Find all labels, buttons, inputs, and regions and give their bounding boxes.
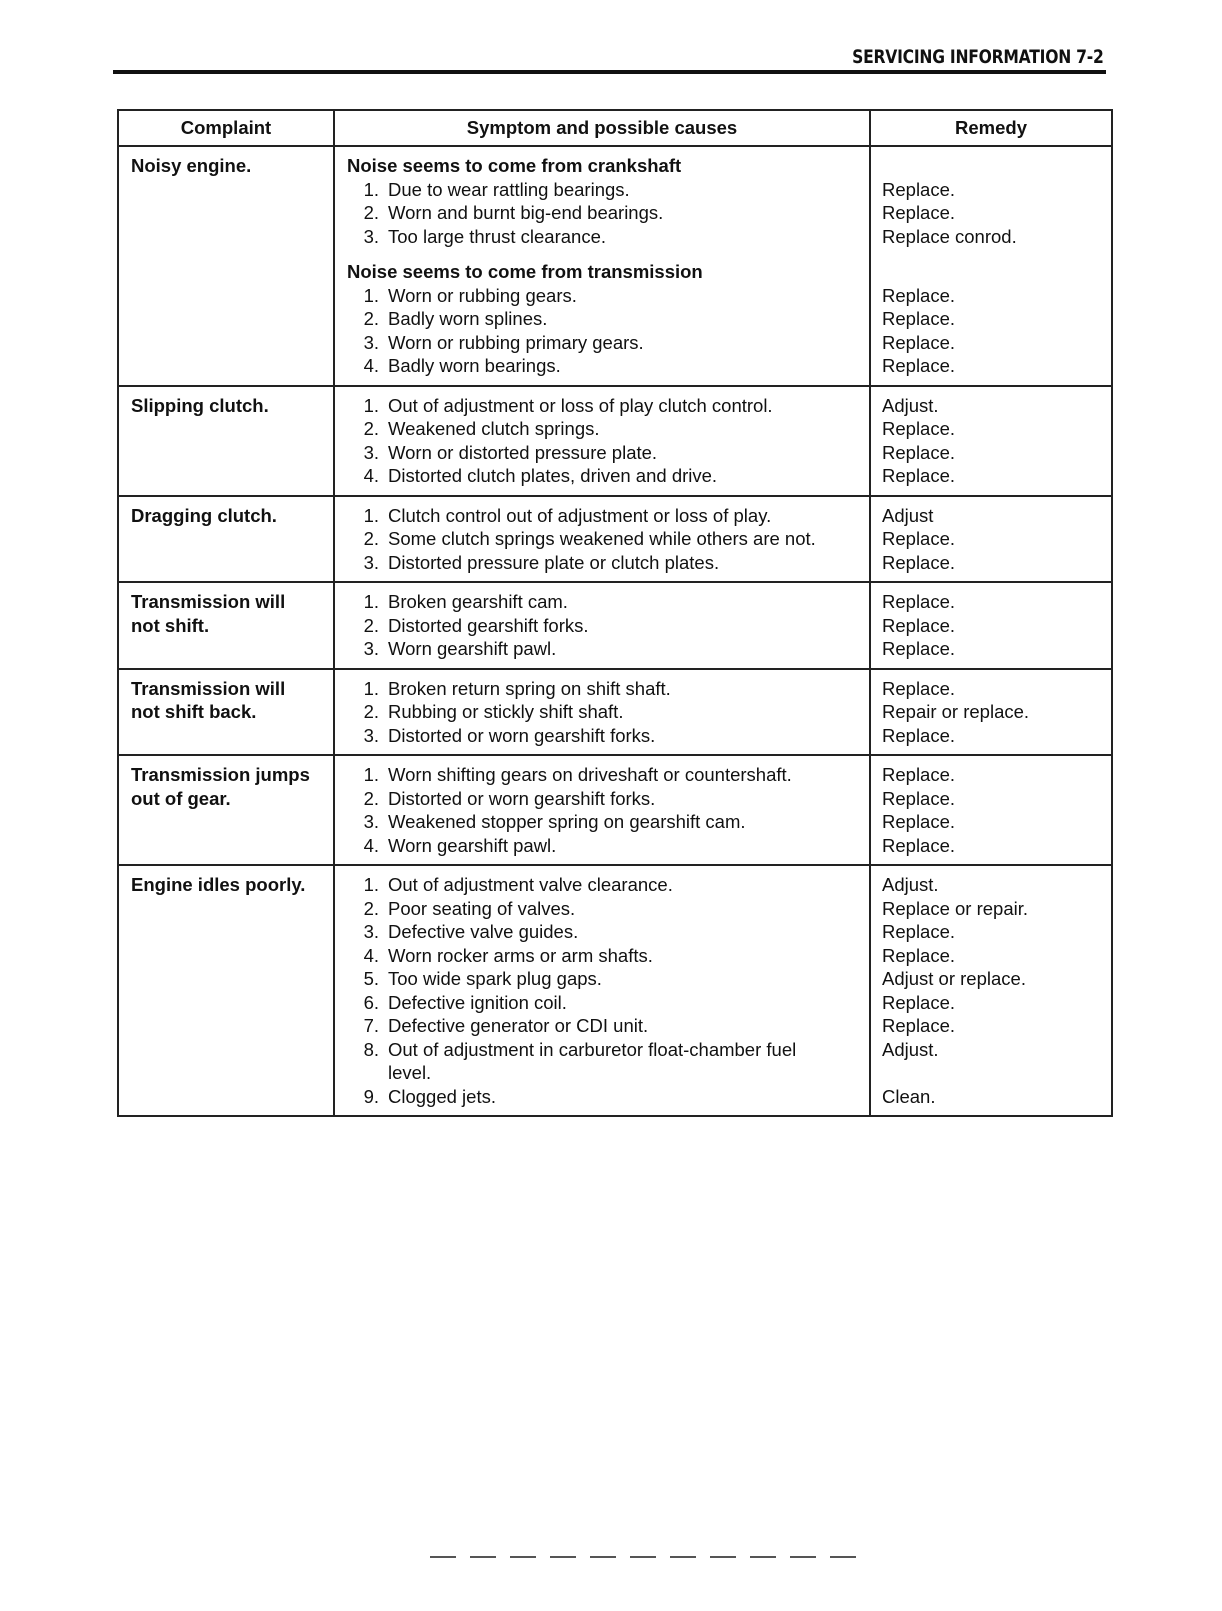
item-text: Too wide spark plug gaps. bbox=[388, 968, 602, 989]
item-number: 3. bbox=[363, 331, 379, 353]
item-number: 5. bbox=[363, 968, 379, 989]
table-row bbox=[118, 755, 1112, 865]
remedy-text: Replace. bbox=[882, 355, 956, 376]
symptom-item bbox=[347, 590, 857, 614]
symptom-item bbox=[347, 178, 857, 202]
symptom-item bbox=[347, 441, 857, 465]
remedy-text: Replace. bbox=[882, 724, 956, 746]
item-text: Badly worn bearings. bbox=[388, 355, 561, 376]
troubleshooting-table bbox=[117, 109, 1113, 1117]
remedy-text: Adjust bbox=[882, 504, 934, 526]
symptom-group bbox=[347, 260, 857, 378]
complaint-text: out of gear. bbox=[131, 787, 231, 809]
remedy-text: Replace. bbox=[882, 614, 956, 636]
symptom-item bbox=[347, 527, 857, 551]
item-number: 6. bbox=[363, 991, 379, 1013]
remedy-group bbox=[882, 677, 1099, 748]
item-text: Distorted gearshift forks. bbox=[388, 614, 589, 636]
symptom-item bbox=[347, 307, 857, 331]
table-row bbox=[118, 669, 1112, 756]
remedy-text: Replace. bbox=[882, 921, 956, 942]
remedy-text: Replace. bbox=[882, 944, 956, 966]
item-number: 3. bbox=[363, 225, 379, 247]
remedy-text: Adjust. bbox=[882, 874, 939, 895]
item-text: Weakened clutch springs. bbox=[388, 418, 600, 439]
item-number: 1. bbox=[363, 591, 379, 612]
symptom-group bbox=[347, 763, 857, 857]
complaint-text: Transmission will bbox=[131, 591, 286, 612]
symptom-item bbox=[347, 1014, 857, 1038]
remedy-text: Replace. bbox=[882, 528, 956, 549]
item-text: Distorted or worn gearshift forks. bbox=[388, 724, 656, 746]
symptom-cell bbox=[334, 386, 870, 496]
remedy-text: Replace. bbox=[882, 284, 956, 306]
item-number: 1. bbox=[363, 284, 379, 306]
item-number: 2. bbox=[363, 308, 379, 329]
remedy-cell bbox=[870, 146, 1112, 386]
item-text: Poor seating of valves. bbox=[388, 897, 576, 919]
remedy-text: Replace. bbox=[882, 465, 956, 486]
complaint-text: not shift. bbox=[131, 614, 210, 636]
symptom-item bbox=[347, 873, 857, 897]
item-number: 2. bbox=[363, 614, 379, 636]
symptom-group bbox=[347, 873, 857, 1108]
item-number: 1. bbox=[363, 504, 379, 526]
item-number: 1. bbox=[363, 764, 379, 785]
item-text: Worn or rubbing gears. bbox=[388, 284, 577, 306]
symptom-item bbox=[347, 464, 857, 488]
symptom-cell bbox=[334, 669, 870, 756]
remedy-text: Replace. bbox=[882, 764, 956, 785]
remedy-text: Replace. bbox=[882, 591, 956, 612]
item-text: Worn shifting gears on driveshaft or countershaft. bbox=[388, 764, 792, 785]
remedy-group bbox=[882, 154, 1099, 248]
symptom-item bbox=[347, 897, 857, 921]
symptom-item bbox=[347, 354, 857, 378]
remedy-text: Replace. bbox=[882, 991, 956, 1013]
item-number: 2. bbox=[363, 202, 379, 223]
item-text: Weakened stopper spring on gearshift cam. bbox=[388, 811, 746, 832]
symptom-item bbox=[347, 1085, 857, 1109]
item-number: 2. bbox=[363, 418, 379, 439]
symptom-item bbox=[347, 834, 857, 858]
symptom-item bbox=[347, 763, 857, 787]
symptom-item bbox=[347, 944, 857, 968]
item-text: Distorted pressure plate or clutch plates. bbox=[388, 551, 720, 573]
symptom-group bbox=[347, 504, 857, 575]
column-header-remedy: Remedy bbox=[870, 110, 1112, 146]
remedy-text: Replace. bbox=[882, 202, 956, 223]
symptom-item bbox=[347, 504, 857, 528]
remedy-text: Replace. bbox=[882, 418, 956, 439]
item-number: 3. bbox=[363, 811, 379, 832]
item-text: Worn rocker arms or arm shafts. bbox=[388, 944, 653, 966]
complaint-cell bbox=[118, 865, 334, 1116]
item-number: 3. bbox=[363, 921, 379, 942]
complaint-text: Slipping clutch. bbox=[131, 394, 269, 416]
item-text: Worn gearshift pawl. bbox=[388, 834, 557, 856]
remedy-text: Replace. bbox=[882, 677, 956, 699]
remedy-text: Replace. bbox=[882, 834, 956, 856]
item-text: Some clutch springs weakened while others are not. bbox=[388, 528, 816, 549]
item-text: Worn gearshift pawl. bbox=[388, 638, 557, 659]
symptom-group-title: Noise seems to come from crankshaft bbox=[347, 155, 682, 176]
symptom-item bbox=[347, 201, 857, 225]
remedy-spacer bbox=[882, 1061, 1099, 1085]
item-number: 3. bbox=[363, 441, 379, 463]
remedy-cell bbox=[870, 865, 1112, 1116]
symptom-item bbox=[347, 417, 857, 441]
complaint-cell bbox=[118, 582, 334, 669]
symptom-item bbox=[347, 991, 857, 1015]
item-number: 2. bbox=[363, 897, 379, 919]
table-row bbox=[118, 386, 1112, 496]
symptom-group-title: Noise seems to come from transmission bbox=[347, 261, 703, 282]
remedy-cell bbox=[870, 386, 1112, 496]
complaint-cell bbox=[118, 146, 334, 386]
symptom-item bbox=[347, 787, 857, 811]
remedy-text: Adjust. bbox=[882, 1038, 939, 1060]
symptom-item bbox=[347, 614, 857, 638]
item-text: Broken return spring on shift shaft. bbox=[388, 677, 671, 699]
item-text: Broken gearshift cam. bbox=[388, 591, 568, 612]
item-number: 3. bbox=[363, 724, 379, 746]
item-text: Worn or distorted pressure plate. bbox=[388, 441, 658, 463]
remedy-text: Replace. bbox=[882, 308, 956, 329]
item-number: 3. bbox=[363, 551, 379, 573]
symptom-item bbox=[347, 331, 857, 355]
remedy-text: Replace. bbox=[882, 551, 956, 573]
item-number: 1. bbox=[363, 394, 379, 416]
item-text: Defective ignition coil. bbox=[388, 991, 567, 1013]
symptom-item bbox=[347, 724, 857, 748]
symptom-group bbox=[347, 677, 857, 748]
complaint-text: Noisy engine. bbox=[131, 155, 252, 176]
item-number: 4. bbox=[363, 355, 379, 376]
item-number: 1. bbox=[363, 677, 379, 699]
remedy-text: Replace. bbox=[882, 638, 956, 659]
symptom-cell bbox=[334, 865, 870, 1116]
item-text: Rubbing or stickly shift shaft. bbox=[388, 701, 624, 722]
remedy-text: Replace. bbox=[882, 787, 956, 809]
complaint-text: Dragging clutch. bbox=[131, 504, 277, 526]
item-text: Badly worn splines. bbox=[388, 308, 548, 329]
symptom-item bbox=[347, 394, 857, 418]
complaint-cell bbox=[118, 669, 334, 756]
table-row bbox=[118, 496, 1112, 583]
item-number: 4. bbox=[363, 834, 379, 856]
item-text-continuation: level. bbox=[388, 1062, 432, 1083]
complaint-text: Engine idles poorly. bbox=[131, 874, 306, 895]
item-number: 1. bbox=[363, 874, 379, 895]
symptom-item bbox=[347, 1038, 857, 1062]
symptom-cell bbox=[334, 755, 870, 865]
symptom-item bbox=[347, 920, 857, 944]
table-row bbox=[118, 865, 1112, 1116]
item-text: Out of adjustment or loss of play clutch control. bbox=[388, 394, 773, 416]
complaint-cell bbox=[118, 755, 334, 865]
remedy-text: Repair or replace. bbox=[882, 701, 1030, 722]
remedy-cell bbox=[870, 582, 1112, 669]
item-number: 4. bbox=[363, 944, 379, 966]
complaint-text: Transmission will bbox=[131, 677, 286, 699]
item-number: 2. bbox=[363, 787, 379, 809]
symptom-item bbox=[347, 967, 857, 991]
symptom-item bbox=[347, 677, 857, 701]
scan-artifact-dashes bbox=[430, 1556, 860, 1558]
item-text: Clogged jets. bbox=[388, 1085, 496, 1107]
remedy-text: Clean. bbox=[882, 1085, 936, 1107]
remedy-text: Replace. bbox=[882, 441, 956, 463]
remedy-group bbox=[882, 763, 1099, 857]
remedy-text: Replace or repair. bbox=[882, 897, 1029, 919]
item-text: Out of adjustment valve clearance. bbox=[388, 874, 673, 895]
remedy-text: Replace. bbox=[882, 811, 956, 832]
item-number: 8. bbox=[363, 1038, 379, 1060]
table-row bbox=[118, 146, 1112, 386]
table-body bbox=[118, 146, 1112, 1116]
symptom-cell bbox=[334, 146, 870, 386]
item-text: Worn and burnt big-end bearings. bbox=[388, 202, 664, 223]
item-number: 4. bbox=[363, 465, 379, 486]
symptom-group bbox=[347, 394, 857, 488]
symptom-item bbox=[347, 810, 857, 834]
symptom-item bbox=[347, 700, 857, 724]
symptom-item bbox=[347, 225, 857, 249]
item-text: Due to wear rattling bearings. bbox=[388, 178, 630, 200]
remedy-group bbox=[882, 260, 1099, 378]
item-number: 7. bbox=[363, 1015, 379, 1036]
item-text: Worn or rubbing primary gears. bbox=[388, 331, 644, 353]
item-text: Distorted clutch plates, driven and drive. bbox=[388, 465, 718, 486]
complaint-text: not shift back. bbox=[131, 701, 257, 722]
remedy-text: Adjust. bbox=[882, 394, 939, 416]
item-text: Defective generator or CDI unit. bbox=[388, 1015, 649, 1036]
item-text: Too large thrust clearance. bbox=[388, 225, 607, 247]
remedy-group bbox=[882, 394, 1099, 488]
symptom-group bbox=[347, 590, 857, 661]
item-number: 3. bbox=[363, 638, 379, 659]
page-title: SERVICING INFORMATION 7-2 bbox=[852, 46, 1104, 68]
remedy-group bbox=[882, 590, 1099, 661]
remedy-group bbox=[882, 504, 1099, 575]
remedy-text: Adjust or replace. bbox=[882, 968, 1026, 989]
complaint-text: Transmission jumps bbox=[131, 764, 310, 785]
item-text: Distorted or worn gearshift forks. bbox=[388, 787, 656, 809]
header-rule bbox=[113, 70, 1106, 74]
table-header-row bbox=[118, 110, 1112, 146]
remedy-cell bbox=[870, 669, 1112, 756]
symptom-item bbox=[347, 551, 857, 575]
complaint-cell bbox=[118, 496, 334, 583]
symptom-cell bbox=[334, 582, 870, 669]
complaint-cell bbox=[118, 386, 334, 496]
remedy-cell bbox=[870, 755, 1112, 865]
item-number: 1. bbox=[363, 178, 379, 200]
symptom-item bbox=[347, 284, 857, 308]
remedy-spacer bbox=[882, 260, 1099, 284]
symptom-cell bbox=[334, 496, 870, 583]
remedy-text: Replace. bbox=[882, 178, 956, 200]
remedy-text: Replace. bbox=[882, 331, 956, 353]
symptom-group bbox=[347, 154, 857, 248]
table-row bbox=[118, 582, 1112, 669]
symptom-item bbox=[347, 637, 857, 661]
item-number: 9. bbox=[363, 1085, 379, 1107]
remedy-text: Replace conrod. bbox=[882, 225, 1017, 247]
item-number: 2. bbox=[363, 701, 379, 722]
column-header-symptom: Symptom and possible causes bbox=[334, 110, 870, 146]
remedy-cell bbox=[870, 496, 1112, 583]
remedy-group bbox=[882, 873, 1099, 1108]
remedy-text: Replace. bbox=[882, 1015, 956, 1036]
column-header-complaint: Complaint bbox=[118, 110, 334, 146]
item-text: Out of adjustment in carburetor float-chamber fuel bbox=[388, 1038, 797, 1060]
item-number: 2. bbox=[363, 528, 379, 549]
item-text: Clutch control out of adjustment or loss of play. bbox=[388, 504, 772, 526]
remedy-spacer bbox=[882, 154, 1099, 178]
item-text: Defective valve guides. bbox=[388, 921, 579, 942]
